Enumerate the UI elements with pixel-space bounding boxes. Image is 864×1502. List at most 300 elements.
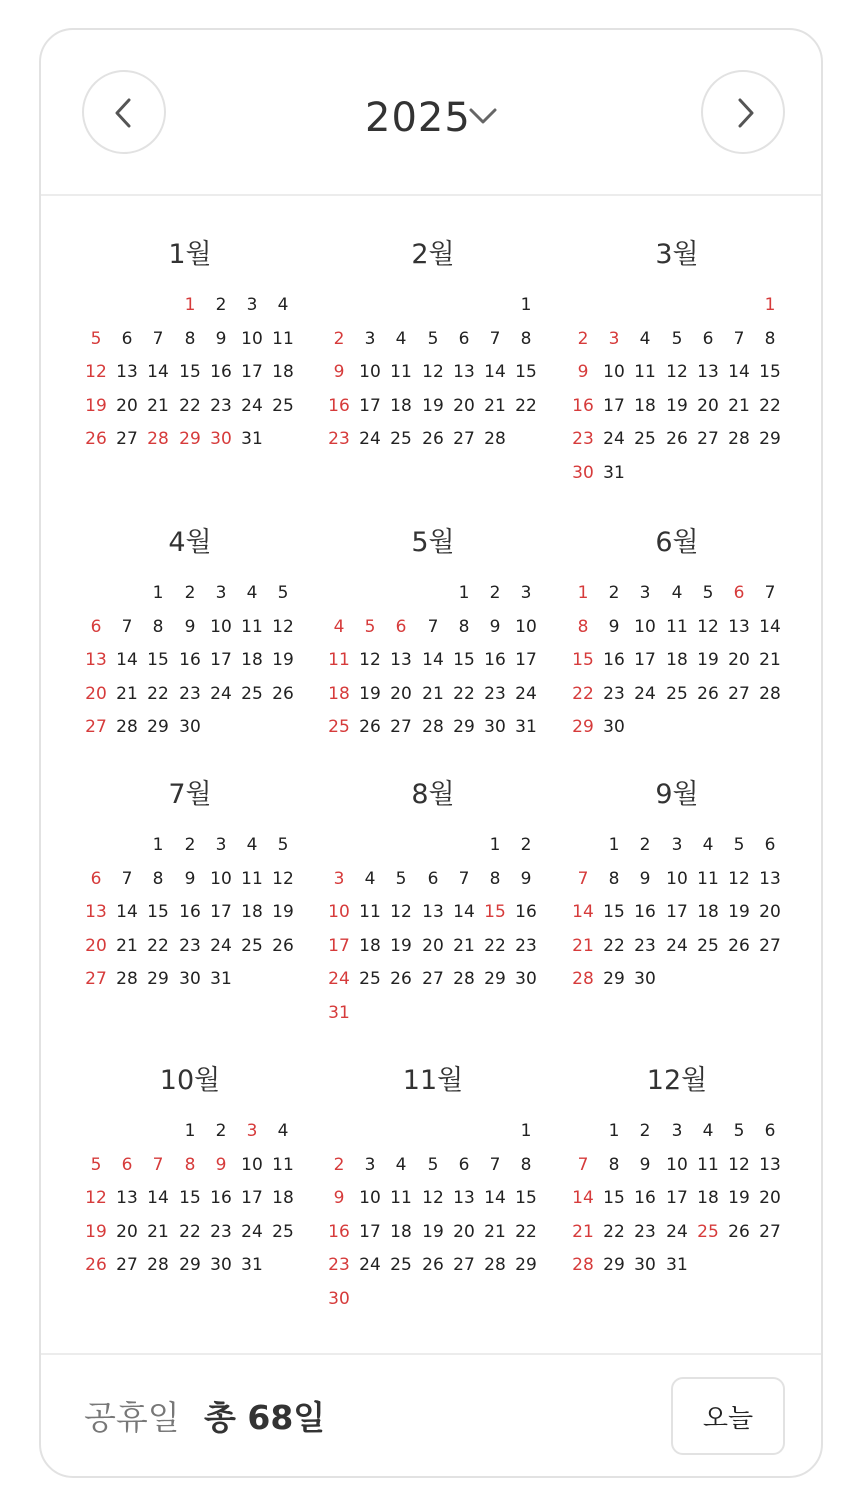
day-cell[interactable]: 16: [484, 650, 506, 670]
day-cell[interactable]: 16: [328, 396, 350, 416]
day-cell[interactable]: 27: [697, 429, 719, 449]
day-cell[interactable]: 9: [639, 1155, 651, 1175]
next-year-button[interactable]: [701, 70, 785, 154]
day-cell[interactable]: 13: [422, 902, 444, 922]
day-cell[interactable]: 25: [697, 1222, 719, 1242]
day-cell[interactable]: 28: [484, 1255, 506, 1275]
day-cell[interactable]: 17: [666, 1188, 688, 1208]
day-cell[interactable]: 9: [184, 617, 196, 637]
day-cell[interactable]: 18: [697, 902, 719, 922]
day-cell[interactable]: 16: [210, 1188, 232, 1208]
day-cell[interactable]: 1: [608, 835, 620, 855]
day-cell[interactable]: 12: [272, 869, 294, 889]
day-cell[interactable]: 31: [241, 429, 263, 449]
day-cell[interactable]: 23: [572, 429, 594, 449]
day-cell[interactable]: 31: [666, 1255, 688, 1275]
day-cell[interactable]: 28: [116, 717, 138, 737]
day-cell[interactable]: 30: [210, 429, 232, 449]
day-cell[interactable]: 1: [764, 295, 776, 315]
day-cell[interactable]: 12: [666, 362, 688, 382]
day-cell[interactable]: 14: [728, 362, 750, 382]
day-cell[interactable]: 6: [458, 329, 470, 349]
day-cell[interactable]: 25: [328, 717, 350, 737]
day-cell[interactable]: 6: [733, 583, 745, 603]
day-cell[interactable]: 19: [390, 936, 412, 956]
day-cell[interactable]: 12: [359, 650, 381, 670]
day-cell[interactable]: 20: [453, 1222, 475, 1242]
day-cell[interactable]: 8: [764, 329, 776, 349]
day-cell[interactable]: 6: [121, 329, 133, 349]
day-cell[interactable]: 2: [333, 329, 345, 349]
day-cell[interactable]: 25: [272, 1222, 294, 1242]
day-cell[interactable]: 25: [697, 936, 719, 956]
day-cell[interactable]: 17: [241, 1188, 263, 1208]
day-cell[interactable]: 9: [577, 362, 589, 382]
day-cell[interactable]: 30: [179, 969, 201, 989]
day-cell[interactable]: 15: [515, 362, 537, 382]
day-cell[interactable]: 22: [453, 684, 475, 704]
day-cell[interactable]: 21: [484, 1222, 506, 1242]
day-cell[interactable]: 23: [210, 396, 232, 416]
day-cell[interactable]: 17: [666, 902, 688, 922]
day-cell[interactable]: 15: [147, 650, 169, 670]
day-cell[interactable]: 1: [489, 835, 501, 855]
day-cell[interactable]: 8: [608, 1155, 620, 1175]
day-cell[interactable]: 4: [395, 1155, 407, 1175]
day-cell[interactable]: 3: [364, 1155, 376, 1175]
day-cell[interactable]: 11: [272, 1155, 294, 1175]
day-cell[interactable]: 9: [608, 617, 620, 637]
day-cell[interactable]: 12: [85, 1188, 107, 1208]
day-cell[interactable]: 14: [147, 362, 169, 382]
day-cell[interactable]: 10: [515, 617, 537, 637]
day-cell[interactable]: 5: [702, 583, 714, 603]
day-cell[interactable]: 17: [328, 936, 350, 956]
day-cell[interactable]: 13: [453, 1188, 475, 1208]
day-cell[interactable]: 7: [152, 329, 164, 349]
day-cell[interactable]: 17: [210, 902, 232, 922]
day-cell[interactable]: 2: [184, 583, 196, 603]
day-cell[interactable]: 18: [272, 1188, 294, 1208]
day-cell[interactable]: 10: [359, 362, 381, 382]
day-cell[interactable]: 25: [359, 969, 381, 989]
day-cell[interactable]: 23: [634, 1222, 656, 1242]
day-cell[interactable]: 8: [520, 329, 532, 349]
day-cell[interactable]: 23: [328, 429, 350, 449]
day-cell[interactable]: 13: [759, 1155, 781, 1175]
day-cell[interactable]: 9: [215, 329, 227, 349]
day-cell[interactable]: 17: [241, 362, 263, 382]
day-cell[interactable]: 15: [453, 650, 475, 670]
day-cell[interactable]: 15: [147, 902, 169, 922]
day-cell[interactable]: 19: [422, 396, 444, 416]
day-cell[interactable]: 19: [85, 1222, 107, 1242]
day-cell[interactable]: 19: [697, 650, 719, 670]
day-cell[interactable]: 4: [702, 835, 714, 855]
day-cell[interactable]: 26: [272, 684, 294, 704]
day-cell[interactable]: 10: [241, 329, 263, 349]
day-cell[interactable]: 2: [333, 1155, 345, 1175]
day-cell[interactable]: 3: [246, 1121, 258, 1141]
day-cell[interactable]: 31: [210, 969, 232, 989]
day-cell[interactable]: 1: [577, 583, 589, 603]
day-cell[interactable]: 2: [489, 583, 501, 603]
day-cell[interactable]: 4: [639, 329, 651, 349]
day-cell[interactable]: 12: [422, 1188, 444, 1208]
day-cell[interactable]: 24: [210, 684, 232, 704]
day-cell[interactable]: 8: [184, 1155, 196, 1175]
day-cell[interactable]: 19: [728, 902, 750, 922]
day-cell[interactable]: 26: [666, 429, 688, 449]
day-cell[interactable]: 16: [572, 396, 594, 416]
day-cell[interactable]: 30: [179, 717, 201, 737]
day-cell[interactable]: 5: [395, 869, 407, 889]
day-cell[interactable]: 29: [603, 969, 625, 989]
day-cell[interactable]: 21: [116, 684, 138, 704]
day-cell[interactable]: 24: [328, 969, 350, 989]
day-cell[interactable]: 20: [390, 684, 412, 704]
day-cell[interactable]: 7: [733, 329, 745, 349]
day-cell[interactable]: 27: [759, 936, 781, 956]
day-cell[interactable]: 19: [359, 684, 381, 704]
day-cell[interactable]: 7: [427, 617, 439, 637]
day-cell[interactable]: 12: [697, 617, 719, 637]
day-cell[interactable]: 7: [577, 1155, 589, 1175]
day-cell[interactable]: 25: [390, 1255, 412, 1275]
day-cell[interactable]: 16: [328, 1222, 350, 1242]
day-cell[interactable]: 11: [241, 617, 263, 637]
day-cell[interactable]: 24: [241, 396, 263, 416]
day-cell[interactable]: 22: [515, 1222, 537, 1242]
day-cell[interactable]: 25: [390, 429, 412, 449]
day-cell[interactable]: 14: [572, 902, 594, 922]
day-cell[interactable]: 5: [90, 1155, 102, 1175]
day-cell[interactable]: 24: [666, 1222, 688, 1242]
day-cell[interactable]: 25: [272, 396, 294, 416]
day-cell[interactable]: 28: [453, 969, 475, 989]
year-dropdown[interactable]: [365, 88, 471, 148]
day-cell[interactable]: 16: [179, 650, 201, 670]
day-cell[interactable]: 11: [359, 902, 381, 922]
day-cell[interactable]: 1: [152, 583, 164, 603]
day-cell[interactable]: 5: [427, 329, 439, 349]
day-cell[interactable]: 2: [520, 835, 532, 855]
day-cell[interactable]: 27: [116, 1255, 138, 1275]
day-cell[interactable]: 3: [671, 1121, 683, 1141]
day-cell[interactable]: 1: [520, 1121, 532, 1141]
day-cell[interactable]: 20: [728, 650, 750, 670]
day-cell[interactable]: 16: [603, 650, 625, 670]
day-cell[interactable]: 2: [215, 295, 227, 315]
day-cell[interactable]: 26: [728, 1222, 750, 1242]
day-cell[interactable]: 26: [85, 429, 107, 449]
day-cell[interactable]: 9: [639, 869, 651, 889]
day-cell[interactable]: 25: [241, 684, 263, 704]
day-cell[interactable]: 17: [603, 396, 625, 416]
day-cell[interactable]: 13: [759, 869, 781, 889]
day-cell[interactable]: 21: [484, 396, 506, 416]
day-cell[interactable]: 22: [759, 396, 781, 416]
day-cell[interactable]: 20: [116, 1222, 138, 1242]
day-cell[interactable]: 5: [733, 1121, 745, 1141]
day-cell[interactable]: 2: [577, 329, 589, 349]
day-cell[interactable]: 3: [671, 835, 683, 855]
day-cell[interactable]: 24: [603, 429, 625, 449]
day-cell[interactable]: 17: [210, 650, 232, 670]
day-cell[interactable]: 24: [515, 684, 537, 704]
day-cell[interactable]: 4: [702, 1121, 714, 1141]
day-cell[interactable]: 12: [728, 869, 750, 889]
day-cell[interactable]: 27: [85, 969, 107, 989]
day-cell[interactable]: 8: [489, 869, 501, 889]
day-cell[interactable]: 23: [210, 1222, 232, 1242]
day-cell[interactable]: 16: [515, 902, 537, 922]
day-cell[interactable]: 27: [728, 684, 750, 704]
day-cell[interactable]: 11: [241, 869, 263, 889]
day-cell[interactable]: 5: [277, 583, 289, 603]
day-cell[interactable]: 10: [603, 362, 625, 382]
day-cell[interactable]: 11: [666, 617, 688, 637]
day-cell[interactable]: 10: [634, 617, 656, 637]
day-cell[interactable]: 3: [608, 329, 620, 349]
day-cell[interactable]: 11: [697, 869, 719, 889]
day-cell[interactable]: 17: [515, 650, 537, 670]
day-cell[interactable]: 16: [634, 902, 656, 922]
day-cell[interactable]: 14: [572, 1188, 594, 1208]
day-cell[interactable]: 9: [520, 869, 532, 889]
day-cell[interactable]: 13: [116, 362, 138, 382]
day-cell[interactable]: 13: [85, 902, 107, 922]
day-cell[interactable]: 26: [422, 1255, 444, 1275]
day-cell[interactable]: 26: [85, 1255, 107, 1275]
day-cell[interactable]: 30: [210, 1255, 232, 1275]
day-cell[interactable]: 6: [427, 869, 439, 889]
today-button[interactable]: 오늘: [671, 1377, 785, 1455]
day-cell[interactable]: 13: [697, 362, 719, 382]
day-cell[interactable]: 20: [697, 396, 719, 416]
day-cell[interactable]: 2: [184, 835, 196, 855]
day-cell[interactable]: 23: [328, 1255, 350, 1275]
day-cell[interactable]: 4: [277, 295, 289, 315]
day-cell[interactable]: 24: [634, 684, 656, 704]
day-cell[interactable]: 26: [422, 429, 444, 449]
day-cell[interactable]: 4: [364, 869, 376, 889]
day-cell[interactable]: 9: [215, 1155, 227, 1175]
day-cell[interactable]: 28: [147, 429, 169, 449]
day-cell[interactable]: 21: [453, 936, 475, 956]
day-cell[interactable]: 10: [666, 1155, 688, 1175]
day-cell[interactable]: 26: [272, 936, 294, 956]
day-cell[interactable]: 28: [422, 717, 444, 737]
day-cell[interactable]: 25: [241, 936, 263, 956]
day-cell[interactable]: 9: [489, 617, 501, 637]
day-cell[interactable]: 20: [85, 936, 107, 956]
day-cell[interactable]: 11: [697, 1155, 719, 1175]
day-cell[interactable]: 11: [272, 329, 294, 349]
day-cell[interactable]: 12: [390, 902, 412, 922]
day-cell[interactable]: 26: [390, 969, 412, 989]
day-cell[interactable]: 21: [116, 936, 138, 956]
day-cell[interactable]: 27: [453, 429, 475, 449]
day-cell[interactable]: 29: [453, 717, 475, 737]
day-cell[interactable]: 17: [359, 1222, 381, 1242]
day-cell[interactable]: 24: [359, 429, 381, 449]
day-cell[interactable]: 8: [184, 329, 196, 349]
day-cell[interactable]: 1: [520, 295, 532, 315]
day-cell[interactable]: 6: [121, 1155, 133, 1175]
day-cell[interactable]: 5: [427, 1155, 439, 1175]
day-cell[interactable]: 21: [147, 396, 169, 416]
day-cell[interactable]: 9: [184, 869, 196, 889]
day-cell[interactable]: 29: [603, 1255, 625, 1275]
day-cell[interactable]: 13: [116, 1188, 138, 1208]
day-cell[interactable]: 12: [272, 617, 294, 637]
day-cell[interactable]: 18: [328, 684, 350, 704]
day-cell[interactable]: 8: [577, 617, 589, 637]
day-cell[interactable]: 15: [515, 1188, 537, 1208]
day-cell[interactable]: 23: [603, 684, 625, 704]
day-cell[interactable]: 18: [697, 1188, 719, 1208]
day-cell[interactable]: 21: [728, 396, 750, 416]
day-cell[interactable]: 21: [572, 1222, 594, 1242]
day-cell[interactable]: 12: [85, 362, 107, 382]
day-cell[interactable]: 7: [121, 869, 133, 889]
day-cell[interactable]: 14: [484, 362, 506, 382]
day-cell[interactable]: 11: [390, 362, 412, 382]
day-cell[interactable]: 23: [484, 684, 506, 704]
day-cell[interactable]: 20: [759, 1188, 781, 1208]
day-cell[interactable]: 18: [666, 650, 688, 670]
day-cell[interactable]: 12: [422, 362, 444, 382]
day-cell[interactable]: 23: [515, 936, 537, 956]
day-cell[interactable]: 20: [422, 936, 444, 956]
day-cell[interactable]: 10: [210, 869, 232, 889]
day-cell[interactable]: 18: [241, 902, 263, 922]
day-cell[interactable]: 14: [759, 617, 781, 637]
day-cell[interactable]: 6: [764, 1121, 776, 1141]
day-cell[interactable]: 27: [759, 1222, 781, 1242]
day-cell[interactable]: 8: [608, 869, 620, 889]
day-cell[interactable]: 3: [364, 329, 376, 349]
day-cell[interactable]: 21: [759, 650, 781, 670]
day-cell[interactable]: 30: [634, 1255, 656, 1275]
day-cell[interactable]: 22: [572, 684, 594, 704]
day-cell[interactable]: 14: [453, 902, 475, 922]
day-cell[interactable]: 1: [184, 295, 196, 315]
day-cell[interactable]: 5: [671, 329, 683, 349]
day-cell[interactable]: 7: [152, 1155, 164, 1175]
day-cell[interactable]: 13: [85, 650, 107, 670]
day-cell[interactable]: 29: [147, 969, 169, 989]
day-cell[interactable]: 24: [359, 1255, 381, 1275]
day-cell[interactable]: 18: [359, 936, 381, 956]
day-cell[interactable]: 28: [116, 969, 138, 989]
day-cell[interactable]: 25: [666, 684, 688, 704]
day-cell[interactable]: 21: [422, 684, 444, 704]
day-cell[interactable]: 15: [603, 1188, 625, 1208]
day-cell[interactable]: 22: [147, 936, 169, 956]
day-cell[interactable]: 18: [272, 362, 294, 382]
day-cell[interactable]: 23: [179, 936, 201, 956]
day-cell[interactable]: 8: [152, 869, 164, 889]
day-cell[interactable]: 28: [484, 429, 506, 449]
day-cell[interactable]: 4: [333, 617, 345, 637]
day-cell[interactable]: 18: [241, 650, 263, 670]
day-cell[interactable]: 18: [390, 1222, 412, 1242]
day-cell[interactable]: 19: [666, 396, 688, 416]
day-cell[interactable]: 2: [608, 583, 620, 603]
day-cell[interactable]: 22: [515, 396, 537, 416]
day-cell[interactable]: 30: [603, 717, 625, 737]
day-cell[interactable]: 24: [666, 936, 688, 956]
day-cell[interactable]: 13: [390, 650, 412, 670]
day-cell[interactable]: 6: [458, 1155, 470, 1175]
day-cell[interactable]: 13: [728, 617, 750, 637]
day-cell[interactable]: 1: [458, 583, 470, 603]
day-cell[interactable]: 10: [359, 1188, 381, 1208]
day-cell[interactable]: 28: [759, 684, 781, 704]
day-cell[interactable]: 1: [608, 1121, 620, 1141]
day-cell[interactable]: 27: [116, 429, 138, 449]
day-cell[interactable]: 22: [147, 684, 169, 704]
day-cell[interactable]: 5: [277, 835, 289, 855]
day-cell[interactable]: 29: [515, 1255, 537, 1275]
day-cell[interactable]: 30: [328, 1289, 350, 1309]
day-cell[interactable]: 21: [147, 1222, 169, 1242]
day-cell[interactable]: 26: [697, 684, 719, 704]
day-cell[interactable]: 25: [634, 429, 656, 449]
day-cell[interactable]: 3: [215, 835, 227, 855]
day-cell[interactable]: 3: [215, 583, 227, 603]
day-cell[interactable]: 5: [364, 617, 376, 637]
prev-year-button[interactable]: [82, 70, 166, 154]
day-cell[interactable]: 5: [90, 329, 102, 349]
day-cell[interactable]: 5: [733, 835, 745, 855]
day-cell[interactable]: 29: [179, 429, 201, 449]
day-cell[interactable]: 31: [328, 1003, 350, 1023]
day-cell[interactable]: 7: [489, 329, 501, 349]
day-cell[interactable]: 15: [179, 362, 201, 382]
day-cell[interactable]: 4: [395, 329, 407, 349]
day-cell[interactable]: 29: [572, 717, 594, 737]
day-cell[interactable]: 27: [85, 717, 107, 737]
day-cell[interactable]: 12: [728, 1155, 750, 1175]
day-cell[interactable]: 7: [489, 1155, 501, 1175]
day-cell[interactable]: 15: [572, 650, 594, 670]
day-cell[interactable]: 9: [333, 1188, 345, 1208]
day-cell[interactable]: 16: [179, 902, 201, 922]
day-cell[interactable]: 31: [241, 1255, 263, 1275]
day-cell[interactable]: 3: [520, 583, 532, 603]
day-cell[interactable]: 4: [246, 583, 258, 603]
day-cell[interactable]: 13: [453, 362, 475, 382]
day-cell[interactable]: 7: [764, 583, 776, 603]
day-cell[interactable]: 28: [572, 969, 594, 989]
day-cell[interactable]: 6: [90, 869, 102, 889]
day-cell[interactable]: 9: [333, 362, 345, 382]
day-cell[interactable]: 10: [241, 1155, 263, 1175]
day-cell[interactable]: 29: [759, 429, 781, 449]
day-cell[interactable]: 30: [484, 717, 506, 737]
day-cell[interactable]: 11: [634, 362, 656, 382]
day-cell[interactable]: 14: [422, 650, 444, 670]
day-cell[interactable]: 19: [272, 650, 294, 670]
day-cell[interactable]: 10: [210, 617, 232, 637]
day-cell[interactable]: 2: [215, 1121, 227, 1141]
day-cell[interactable]: 8: [520, 1155, 532, 1175]
day-cell[interactable]: 14: [116, 650, 138, 670]
day-cell[interactable]: 29: [484, 969, 506, 989]
